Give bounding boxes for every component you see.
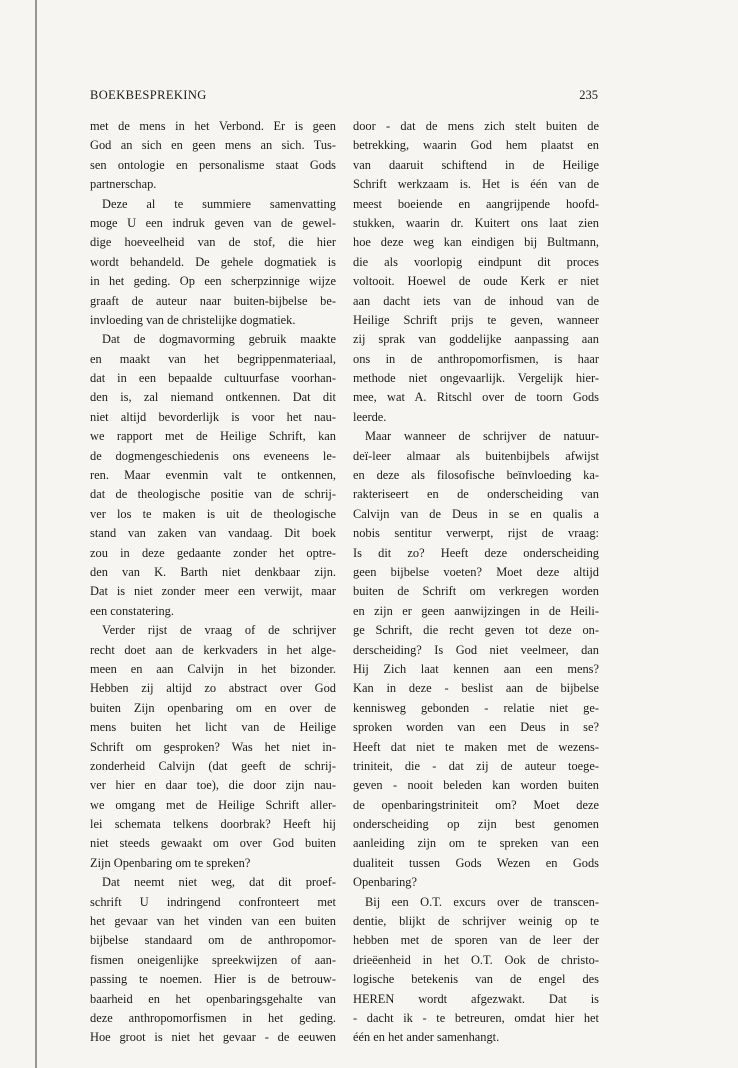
text-line: Heeft dat niet te maken met de wezens- [353, 739, 599, 754]
text-line: meest boeiende en aangrijpende hoofd- [353, 196, 599, 211]
text-line: Openbaring? [353, 875, 417, 890]
text-line: aan dacht iets van de inhoud van de [353, 293, 599, 308]
text-line: den is, zal niemand ontkennen. Dat dit [90, 390, 336, 405]
text-line: we rapport met de Heilige Schrift, kan [90, 429, 336, 444]
text-line: zou in deze gedaante zonder het optre- [90, 545, 336, 560]
text-line: van daaruit schiftend in de Heilige [353, 157, 599, 172]
text-line: één en het ander samenhangt. [353, 1030, 500, 1045]
text-line: Verder rijst de vraag of de schrijver [102, 623, 336, 638]
text-line: geven - nooit beleden kan worden buiten [353, 778, 599, 793]
text-line: Dat is niet zonder meer een verwijt, maar [90, 584, 336, 599]
text-line: stand van zaken van vandaag. Dit boek [90, 526, 336, 541]
text-line: ge Schrift, die recht geven tot deze on- [353, 623, 599, 638]
text-line: een constatering. [90, 603, 174, 618]
text-line: den van K. Barth niet denkbaar zijn. [90, 564, 336, 579]
text-line: bijbelse standaard om de anthropomor- [90, 933, 336, 948]
page-header [90, 88, 598, 108]
text-line: wordt behandeld. De gehele dogmatiek is [90, 254, 336, 269]
text-line: lei schemata telkens doorbrak? Heeft hij [90, 817, 336, 832]
text-line: dualiteit tussen Gods Wezen en Gods [353, 855, 599, 870]
text-line: geen bijbelse voeten? Moet deze altijd [353, 564, 599, 579]
text-line: en zijn er geen aanwijzingen in de Heili- [353, 603, 599, 618]
text-line: hoe deze weg kan eindigen bij Bultmann, [353, 235, 599, 250]
text-line: zonderheid Calvijn (dat geeft de schrij- [90, 758, 336, 773]
text-line: Is dit zo? Heeft deze onderscheiding [353, 545, 599, 560]
text-line: in het geding. Op een scherpzinnige wijze [90, 274, 336, 289]
text-line: Dat de dogmavorming gebruik maakte [102, 332, 336, 347]
text-line: niet altijd bevorderlijk is voor het nau- [90, 409, 336, 424]
text-line: God an sich en geen mens an sich. Tus- [90, 138, 336, 153]
text-line: Maar wanneer de schrijver de natuur- [365, 429, 599, 444]
text-line: ver hier en daar toe), die door zijn nau- [90, 778, 336, 793]
text-line: dat in een bepaalde cultuurfase voorhan- [90, 371, 336, 386]
text-line: mens buiten het licht van de Heilige [90, 720, 336, 735]
text-line: recht doet aan de kerkvaders in het alge- [90, 642, 336, 657]
text-line: stukken, waarin dr. Kuitert ons laat zien [353, 215, 599, 230]
text-line: HEREN wordt afgezwakt. Dat is [353, 991, 599, 1006]
text-line: hebben met de sporen van de leer der [353, 933, 599, 948]
text-line: deï-leer almaar als buitenbijbels afwijst [353, 448, 599, 463]
text-line: triniteit, die - dat zij de auteur toege- [353, 758, 599, 773]
text-line: partnerschap. [90, 177, 157, 192]
text-line: moge U een indruk geven van de gewel- [90, 215, 336, 230]
text-line: aanleiding zijn om te spreken van een [353, 836, 599, 851]
text-line: Kan in deze - beslist aan de bijbelse [353, 681, 599, 696]
text-line: passing te noemen. Hier is de betrouw- [90, 972, 336, 987]
text-line: Hij Zich laat kennen aan een mens? [353, 661, 599, 676]
text-line: kennisweg gebonden - relatie niet ge- [353, 700, 599, 715]
text-line: Heilige Schrift prijs te geven, wanneer [353, 312, 599, 327]
text-line: meen en aan Calvijn in het bizonder. [90, 661, 336, 676]
text-line: dat de theologische positie van de schrij- [90, 487, 336, 502]
text-line: invloeding van de christelijke dogmatiek. [90, 312, 296, 327]
text-line: derscheiding? Is God niet veelmeer, dan [353, 642, 599, 657]
text-line: sen ontologie en personalisme staat Gods [90, 157, 336, 172]
text-line: buiten de Schrift om verkregen worden [353, 584, 599, 599]
text-line: dentie, blijkt de schrijver weinig op te [353, 914, 599, 929]
text-line: het gevaar van het vinden van een buiten [90, 914, 336, 929]
text-line: methode niet ongevaarlijk. Vergelijk hier- [353, 371, 599, 386]
text-line: voltooit. Hoewel de oude Kerk er niet [353, 274, 599, 289]
text-line: rakteriseert en de onderscheiding van [353, 487, 599, 502]
text-line: onderscheiding op zijn best genomen [353, 817, 599, 832]
text-line: deze anthropomorfismen in het geding. [90, 1010, 336, 1025]
text-line: de dogmengeschiedenis ons eveneens le- [90, 448, 336, 463]
running-title: BOEKBESPREKING [90, 88, 207, 102]
text-line: baarheid en het openbaringsgehalte van [90, 991, 336, 1006]
text-line: zij sprak van goddelijke aanpassing aan [353, 332, 599, 347]
text-line: en maakt van het begrippenmateriaal, [90, 351, 336, 366]
right-text-column [353, 117, 599, 1048]
text-line: Dat neemt niet weg, dat dit proef- [102, 875, 336, 890]
text-line: graaft de auteur naar buiten-bijbelse be- [90, 293, 336, 308]
text-line: Bij een O.T. excurs over de transcen- [365, 894, 599, 909]
text-line: fismen oneigenlijke spreekwijzen of aan- [90, 952, 336, 967]
text-line: buiten Zijn openbaring om en over de [90, 700, 336, 715]
text-line: schrift U indringend confronteert met [90, 894, 336, 909]
page-number: 235 [579, 88, 598, 102]
text-line: nobis sentitur verwerpt, rijst de vraag: [353, 526, 599, 541]
text-line: door - dat de mens zich stelt buiten de [353, 119, 599, 133]
text-line: ver los te maken is uit de theologische [90, 506, 336, 521]
left-text-column [90, 117, 336, 1048]
text-line: - dacht ik - te betreuren, omdat hier het [353, 1010, 599, 1025]
text-line: de openbaringstriniteit om? Moet deze [353, 797, 599, 812]
text-line: dige hoeveelheid van de stof, die hier [90, 235, 336, 250]
text-line: en deze als filosofische beïnvloeding ka- [353, 468, 599, 483]
text-line: met de mens in het Verbond. Er is geen [90, 119, 336, 133]
text-line: ren. Maar evenmin valt te ontkennen, [90, 468, 336, 483]
text-line: Hebben zij altijd zo abstract over God [90, 681, 336, 696]
text-line: betrekking, waarin God hem plaatst en [353, 138, 599, 153]
text-line: die als voorlopig eindpunt dit proces [353, 254, 599, 269]
text-line: Schrift werkzaam is. Het is één van de [353, 177, 599, 192]
text-line: ons in de anthropomorfismen, is haar [353, 351, 599, 366]
text-line: Hoe groot is niet het gevaar - de eeuwen [90, 1030, 336, 1045]
text-line: mee, wat A. Ritschl over de toorn Gods [353, 390, 599, 405]
text-line: logische betekenis van de engel des [353, 972, 599, 987]
text-line: niet steeds gewaakt om over God buiten [90, 836, 336, 851]
text-line: Calvijn van de Deus in se en qualis a [353, 506, 599, 521]
text-line: Zijn Openbaring om te spreken? [90, 855, 251, 870]
text-line: drieëenheid in het O.T. Ook de christo- [353, 952, 599, 967]
text-line: sproken worden van een Deus in se? [353, 720, 599, 735]
text-line: Deze al te summiere samenvatting [102, 196, 336, 211]
text-line: leerde. [353, 409, 387, 424]
text-line: Schrift om gesproken? Was het niet in- [90, 739, 336, 754]
text-line: we omgang met de Heilige Schrift aller- [90, 797, 336, 812]
page-binding-edge [35, 0, 37, 1068]
